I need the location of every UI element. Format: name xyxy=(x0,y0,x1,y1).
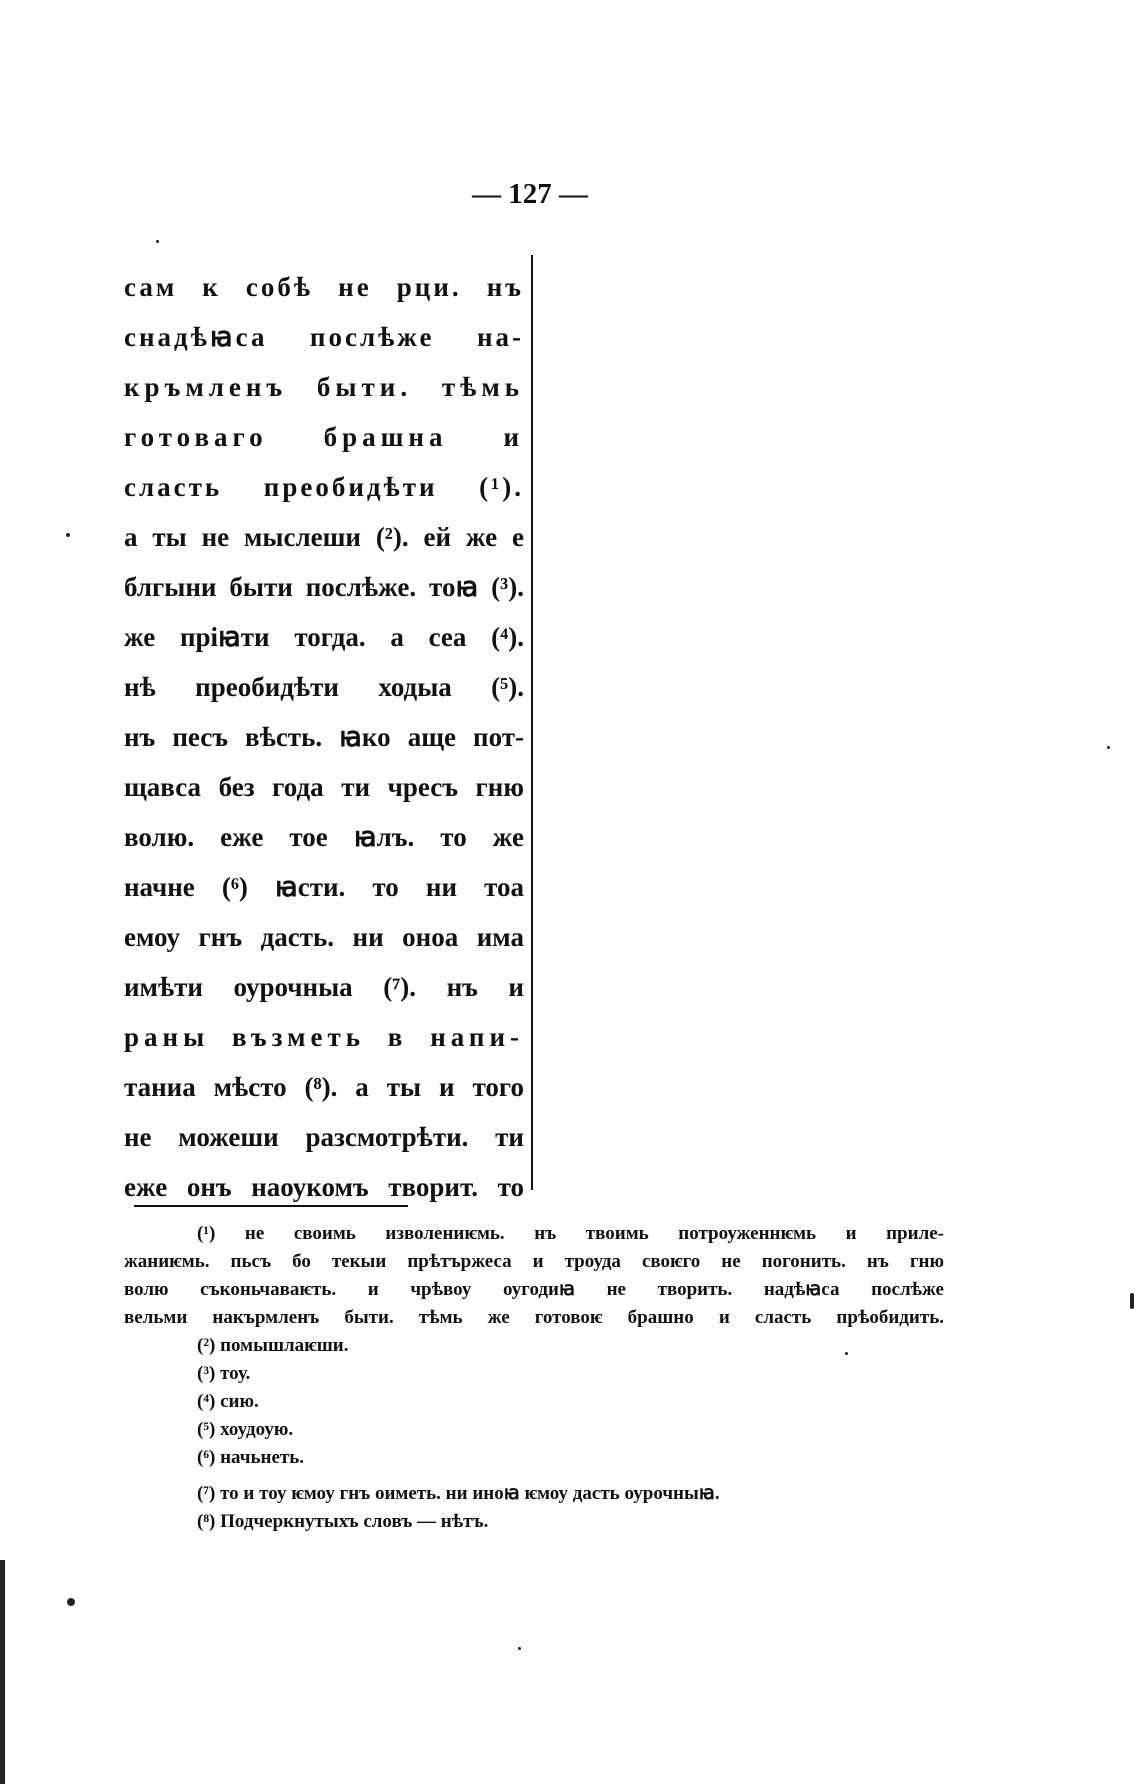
text-line: готоваго брашна и xyxy=(124,422,524,452)
binding-edge xyxy=(0,1560,5,1784)
text-line: имѣти оурочныа (⁷). нъ и xyxy=(124,972,524,1002)
scan-speck xyxy=(1107,746,1110,749)
scan-speck xyxy=(67,1598,75,1606)
footnote-8: (⁸) Подчеркнутыхъ словъ — нѣтъ. xyxy=(197,1511,489,1532)
footnote-1-line: жаниѥмь. пьсъ бо текыи прѣтържеса и троуда своѥго не погонить. нъ гню xyxy=(124,1251,944,1272)
text-line: сласть преобидѣти (¹). xyxy=(124,472,524,502)
text-line: раны възметь в напи- xyxy=(124,1022,524,1052)
footnote-1-line: волю съконьчаваѥть. и чрѣвоу оугодиꙗ не творить. надѣꙗса послѣже xyxy=(124,1279,944,1300)
text-line: нѣ преобидѣти ходыа (⁵). xyxy=(124,672,524,702)
page-number: — 127 — xyxy=(472,178,588,210)
footnote-separator xyxy=(134,1205,408,1207)
footnote-1-line: (¹) не своимь изволениѥмь. нъ твоимь потроуженнѥмь и приле- xyxy=(197,1223,944,1244)
scan-speck xyxy=(66,533,70,537)
scan-speck xyxy=(845,1352,848,1355)
scan-speck xyxy=(1130,1293,1134,1309)
footnote-5: (⁵) хоудоую. xyxy=(197,1419,294,1440)
text-line: не можеши разсмотрѣти. ти xyxy=(124,1122,524,1152)
text-line: еже онъ наоукомъ творит. то xyxy=(124,1172,524,1202)
text-line: кръмленъ быти. тѣмь xyxy=(124,372,524,402)
footnote-1-line: вельми накърмленъ быти. тѣмь же готовоѥ брашно и сласть прѣобидить. xyxy=(124,1307,944,1328)
text-line: же прiꙗти тогда. а сеа (⁴). xyxy=(124,622,524,652)
scan-speck xyxy=(518,1647,521,1650)
footnote-2: (²) помышлаѥши. xyxy=(197,1335,349,1356)
text-line: сам к собѣ не рци. нъ xyxy=(124,272,524,302)
footnote-3: (³) тоу. xyxy=(197,1363,251,1384)
footnote-4: (⁴) сию. xyxy=(197,1391,259,1412)
footnotes xyxy=(124,1220,944,1536)
scan-speck xyxy=(156,240,159,243)
text-line: снадѣꙗса послѣже на- xyxy=(124,322,524,352)
footnote-7: (⁷) то и тоу ѥмоу гнъ оиметь. ни иноꙗ ѥмоу дасть оурочныꙗ. xyxy=(197,1483,720,1504)
text-line: щавса без года ти чресъ гню xyxy=(124,772,524,802)
column-rule xyxy=(531,255,533,1190)
footnote-6: (⁶) начьнеть. xyxy=(197,1447,305,1468)
text-line: блгыни быти послѣже. тоꙗ (³). xyxy=(124,572,524,602)
text-line: волю. еже тое ꙗлъ. то же xyxy=(124,822,524,852)
text-line: емоу гнъ дасть. ни оноа има xyxy=(124,922,524,952)
text-line: нъ песъ вѣсть. ꙗко аще пот- xyxy=(124,722,524,752)
main-text-column xyxy=(124,262,524,1212)
text-line: начне (⁶) ꙗсти. то ни тоа xyxy=(124,872,524,902)
text-line: таниа мѣсто (⁸). а ты и того xyxy=(124,1072,524,1102)
text-line: а ты не мыслеши (²). ей же е xyxy=(124,522,524,552)
